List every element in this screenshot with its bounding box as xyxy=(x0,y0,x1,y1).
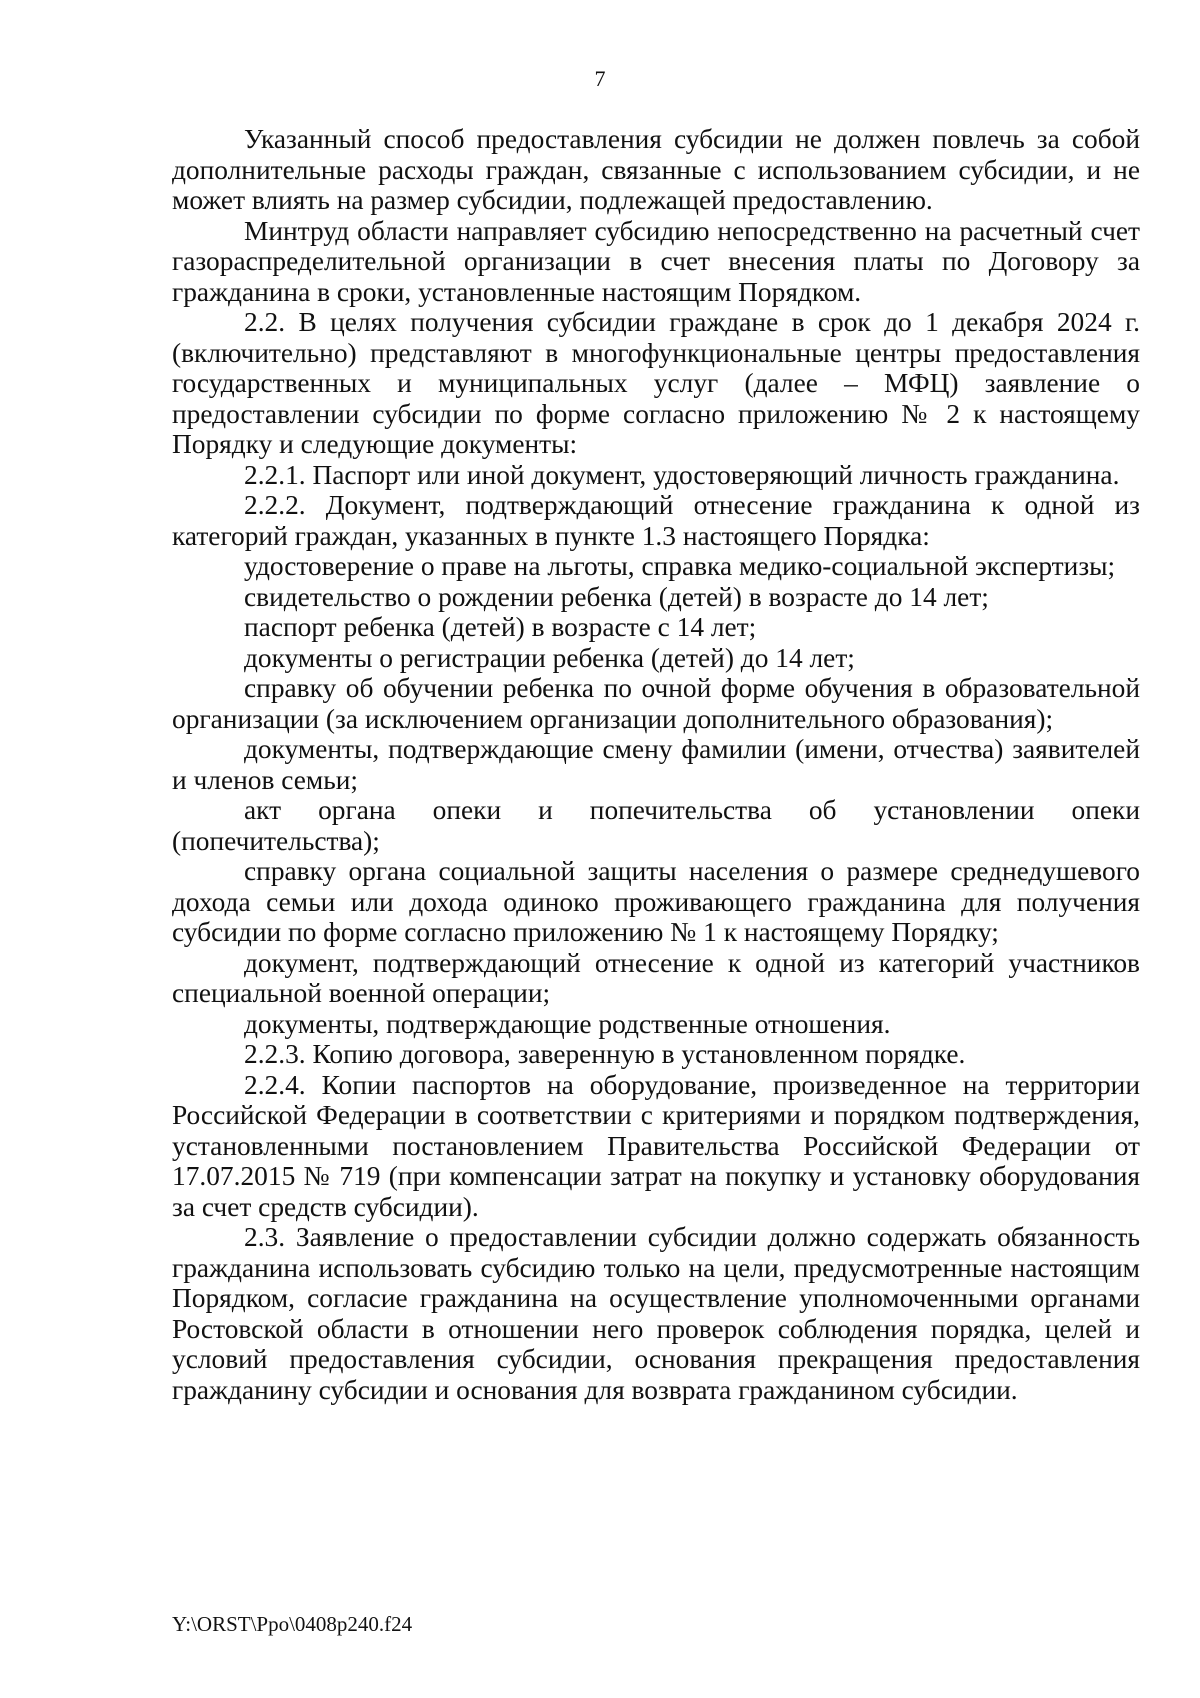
paragraph-2-2-2: 2.2.2. Документ, подтверждающий отнесение гражданина к одной из категорий граждан, указанных в пункте 1.3 настоящего Порядка: xyxy=(172,490,1140,551)
list-item-child-passport: паспорт ребенка (детей) в возрасте с 14 лет; xyxy=(244,612,757,642)
paragraph-subsidy-method: Указанный способ предоставления субсидии не должен повлечь за собой дополнительные расходы граждан, связанные с использованием субсидии, и не может влиять на размер субсидии, подлежащей предоставлению. xyxy=(172,124,1140,215)
footer-file-path: Y:\ORST\Ppo\0408p240.f24 xyxy=(172,1612,413,1636)
list-item-birth-certificate: свидетельство о рождении ребенка (детей) в возрасте до 14 лет; xyxy=(244,581,989,612)
document-body xyxy=(172,124,1140,1405)
page-number: 7 xyxy=(594,66,606,91)
list-item-guardianship-act: акт органа опеки и попечительства об установлении опеки (попечительства); xyxy=(172,795,1140,856)
list-item-income-certificate: справку органа социальной защиты населения о размере среднедушевого дохода семьи или дохода одиноко проживающего гражданина для получения субсидии по форме согласно приложению № 1 к настоящему Порядку; xyxy=(172,856,1140,947)
list-item-svo-participant: документ, подтверждающий отнесение к одной из категорий участников специальной военной операции; xyxy=(172,947,1140,1008)
list-item-kinship-documents: документы, подтверждающие родственные отношения. xyxy=(244,1008,891,1039)
list-item-name-change: документы, подтверждающие смену фамилии (имени, отчества) заявителей и членов семьи; xyxy=(172,734,1140,795)
paragraph-2-2-1: 2.2.1. Паспорт или иной документ, удостоверяющий личность гражданина. xyxy=(244,459,1120,490)
paragraph-mintrud-direct: Минтруд области направляет субсидию непосредственно на расчетный счет газораспределительной организации в счет внесения платы по Договору за гражданина в сроки, установленные настоящим Порядком. xyxy=(172,215,1140,307)
paragraph-2-2: 2.2. В целях получения субсидии граждане в срок до 1 декабря 2024 г. (включительно) представляют в многофункциональные центры предоставления государственных и муниципальных услуг (далее – МФЦ) заявление о предоставлении субсидии по форме согласно приложению № 2 к настоящему Порядку и следующие документы: xyxy=(172,307,1140,459)
paragraph-2-2-4: 2.2.4. Копии паспортов на оборудование, произведенное на территории Российской Федерации в соответствии с критериями и порядком подтверждения, установленными постановлением Правительства Российской Федерации от 17.07.2015 № 719 (при компенсации затрат на покупку и установку оборудования за счет средств субсидии). xyxy=(172,1069,1140,1222)
list-item-education-certificate: справку об обучении ребенка по очной форме обучения в образовательной организации (за исключением организации дополнительного образования); xyxy=(172,673,1140,734)
paragraph-2-2-3: 2.2.3. Копию договора, заверенную в установленном порядке. xyxy=(244,1039,966,1069)
list-item-child-registration: документы о регистрации ребенка (детей) до 14 лет; xyxy=(244,642,855,673)
list-item-benefit-certificate: удостоверение о праве на льготы, справка медико-социальной экспертизы; xyxy=(244,551,1116,581)
paragraph-2-3: 2.3. Заявление о предоставлении субсидии должно содержать обязанность гражданина использовать субсидию только на цели, предусмотренные настоящим Порядком, согласие гражданина на осуществление уполномоченными органами Ростовской области в отношении него проверок соблюдения порядка, целей и условий предоставления субсидии, основания прекращения предоставления гражданину субсидии и основания для возврата гражданином субсидии. xyxy=(172,1222,1140,1405)
